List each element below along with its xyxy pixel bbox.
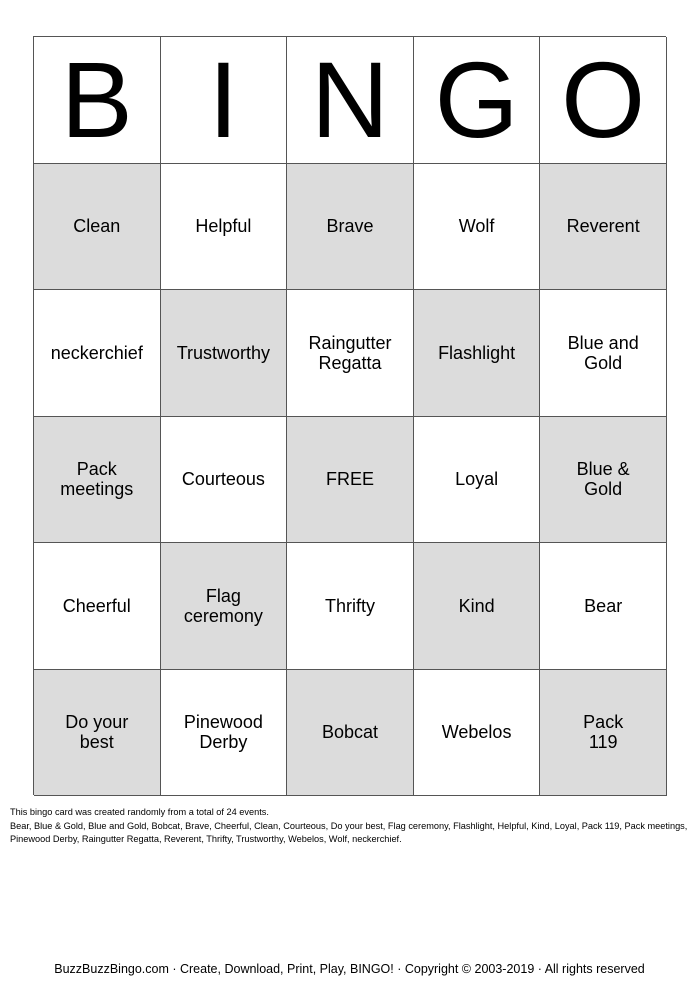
bingo-square-label: Flag ceremony [183, 585, 263, 626]
bingo-square [540, 670, 667, 797]
bingo-square-label: Helpful [195, 216, 252, 237]
bingo-square [414, 290, 541, 417]
bingo-square [414, 670, 541, 797]
bingo-square-label: Cheerful [62, 595, 131, 616]
bingo-square-label: Pinewood Derby [183, 712, 263, 753]
header-letter-o: O [540, 37, 667, 164]
bingo-square [161, 543, 288, 670]
site-footer: BuzzBuzzBingo.com · Create, Download, Print, Play, BINGO! · Copyright © 2003-2019 · All rights reserved [54, 962, 645, 976]
bingo-square [287, 670, 414, 797]
bingo-square-label: Pack 119 [583, 712, 624, 753]
card-note-event-list: Bear, Blue & Gold, Blue and Gold, Bobcat, Brave, Cheerful, Clean, Courteous, Do your best, Flag ceremony, Flashlight, Helpful, Kind, Loyal, Pack 119, Pack meetings, Pinewood Derby, Raingutter Regatta, Reverent, Thrifty, Trustworthy, Webelos, Wolf, neckerchief. [10, 820, 688, 844]
header-letter-b: B [34, 37, 161, 164]
bingo-square [540, 164, 667, 291]
bingo-square [540, 543, 667, 670]
bingo-square [414, 164, 541, 291]
bingo-square-label: Courteous [181, 469, 265, 490]
bingo-square [287, 543, 414, 670]
bingo-square-label: Trustworthy [176, 342, 271, 363]
bingo-square [287, 417, 414, 544]
bingo-square [287, 290, 414, 417]
bingo-square [34, 417, 161, 544]
header-letter-n: N [287, 37, 414, 164]
bingo-square-label: neckerchief [50, 342, 143, 363]
bingo-square [540, 290, 667, 417]
header-letter-i: I [161, 37, 288, 164]
bingo-square [161, 417, 288, 544]
bingo-square-label: Bobcat [321, 722, 378, 743]
bingo-square [414, 543, 541, 670]
bingo-square-label: Thrifty [324, 595, 375, 616]
bingo-square-label: Blue & Gold [576, 459, 630, 500]
bingo-square-label: Clean [73, 216, 121, 237]
bingo-square-label: Blue and Gold [567, 332, 639, 373]
header-letter-g: G [414, 37, 541, 164]
bingo-square-label: Pack meetings [60, 459, 134, 500]
bingo-square [34, 543, 161, 670]
bingo-square [540, 417, 667, 544]
bingo-square-label: Brave [326, 216, 374, 237]
bingo-square-label: Bear [584, 595, 623, 616]
bingo-square [34, 164, 161, 291]
bingo-square [414, 417, 541, 544]
card-note [10, 806, 690, 847]
bingo-square-label: Wolf [458, 216, 495, 237]
bingo-card [33, 36, 666, 795]
bingo-square-label: Reverent [566, 216, 640, 237]
bingo-square [161, 164, 288, 291]
bingo-square-label: Webelos [441, 722, 512, 743]
bingo-square [161, 670, 288, 797]
bingo-square-label: Flashlight [438, 342, 516, 363]
bingo-square [34, 290, 161, 417]
bingo-square-label: Kind [458, 595, 495, 616]
bingo-square [161, 290, 288, 417]
bingo-square-label: Raingutter Regatta [308, 332, 392, 373]
bingo-square [287, 164, 414, 291]
bingo-square-label: FREE [325, 469, 374, 490]
bingo-square-label: Do your best [65, 712, 129, 753]
bingo-square-label: Loyal [455, 469, 499, 490]
bingo-square [34, 670, 161, 797]
card-note-summary: This bingo card was created randomly from a total of 24 events. [10, 807, 269, 817]
